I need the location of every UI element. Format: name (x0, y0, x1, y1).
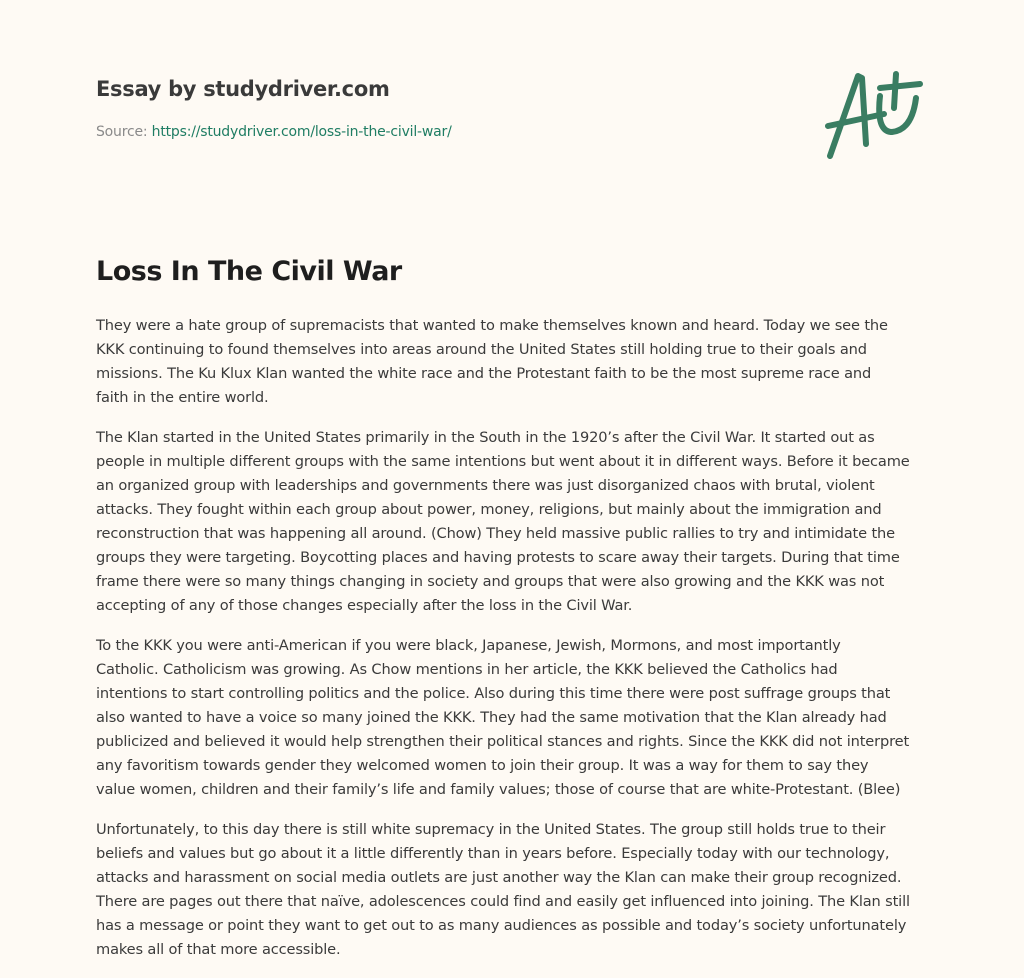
paragraph-line: has a message or point they want to get out to as many audiences as possible and today’s society unfortunately (96, 917, 907, 934)
paragraph-line: The Klan started in the United States primarily in the South in the 1920’s after the Civil War. It started out as (96, 429, 875, 446)
paragraph-line: KKK continuing to found themselves into areas around the United States still holding true to their goals and (96, 341, 867, 358)
paragraph-line: makes all of that more accessible. (96, 941, 341, 958)
paragraph-line: missions. The Ku Klux Klan wanted the white race and the Protestant faith to be the most supreme race and (96, 365, 872, 382)
paragraph (96, 314, 936, 410)
paragraph-line: intentions to start controlling politics and the police. Also during this time there were post suffrage groups that (96, 685, 891, 702)
paragraph-line: reconstruction that was happening all around. (Chow) They held massive public rallies to try and intimidate the (96, 525, 895, 542)
paragraph (96, 634, 936, 802)
source-line (96, 124, 452, 140)
paragraph-line: any favoritism towards gender they welcomed women to join their group. It was a way for them to say they (96, 757, 869, 774)
paragraph (96, 818, 936, 962)
paragraph-line: also wanted to have a voice so many joined the KKK. They had the same motivation that the Klan already had (96, 709, 887, 726)
site-title: Essay by studydriver.com (96, 77, 390, 101)
paragraph-line: publicized and believed it would help strengthen their political stances and rights. Since the KKK did not interpret (96, 733, 910, 750)
paragraph-line: people in multiple different groups with the same intentions but went about it in different ways. Before it became (96, 453, 910, 470)
paragraph-line: To the KKK you were anti-American if you were black, Japanese, Jewish, Mormons, and most importantly (96, 637, 841, 654)
paragraph-line: attacks. They fought within each group about power, money, religions, but mainly about the immigration and (96, 501, 882, 518)
essay-title: Loss In The Civil War (96, 256, 402, 287)
paragraph-line: Unfortunately, to this day there is still white supremacy in the United States. The group still holds true to their (96, 821, 886, 838)
paragraph (96, 426, 936, 618)
paragraph-line: accepting of any of those changes especially after the loss in the Civil War. (96, 597, 633, 614)
paragraph-line: groups they were targeting. Boycotting places and having protests to scare away their targets. During that time (96, 549, 900, 566)
paragraph-line: an organized group with leaderships and governments there was just disorganized chaos with brutal, violent (96, 477, 875, 494)
paragraph-line: faith in the entire world. (96, 389, 269, 406)
a-plus-logo-icon (820, 66, 930, 166)
paragraph-line: value women, children and their family’s life and family values; those of course that are white-Protestant. (Blee) (96, 781, 901, 798)
paragraph-line: There are pages out there that naïve, adolescences could find and easily get influenced into joining. The Klan still (96, 893, 910, 910)
essay-body (96, 314, 936, 978)
source-label: Source: (96, 124, 148, 140)
source-link[interactable]: https://studydriver.com/loss-in-the-civil-war/ (151, 124, 452, 140)
paragraph-line: beliefs and values but go about it a little differently than in years before. Especially today with our technology, (96, 845, 890, 862)
paragraph-line: frame there were so many things changing in society and groups that were also growing and the KKK was not (96, 573, 885, 590)
paragraph-line: They were a hate group of supremacists that wanted to make themselves known and heard. Today we see the (96, 317, 888, 334)
paragraph-line: attacks and harassment on social media outlets are just another way the Klan can make their group recognized. (96, 869, 902, 886)
paragraph-line: Catholic. Catholicism was growing. As Chow mentions in her article, the KKK believed the Catholics had (96, 661, 838, 678)
